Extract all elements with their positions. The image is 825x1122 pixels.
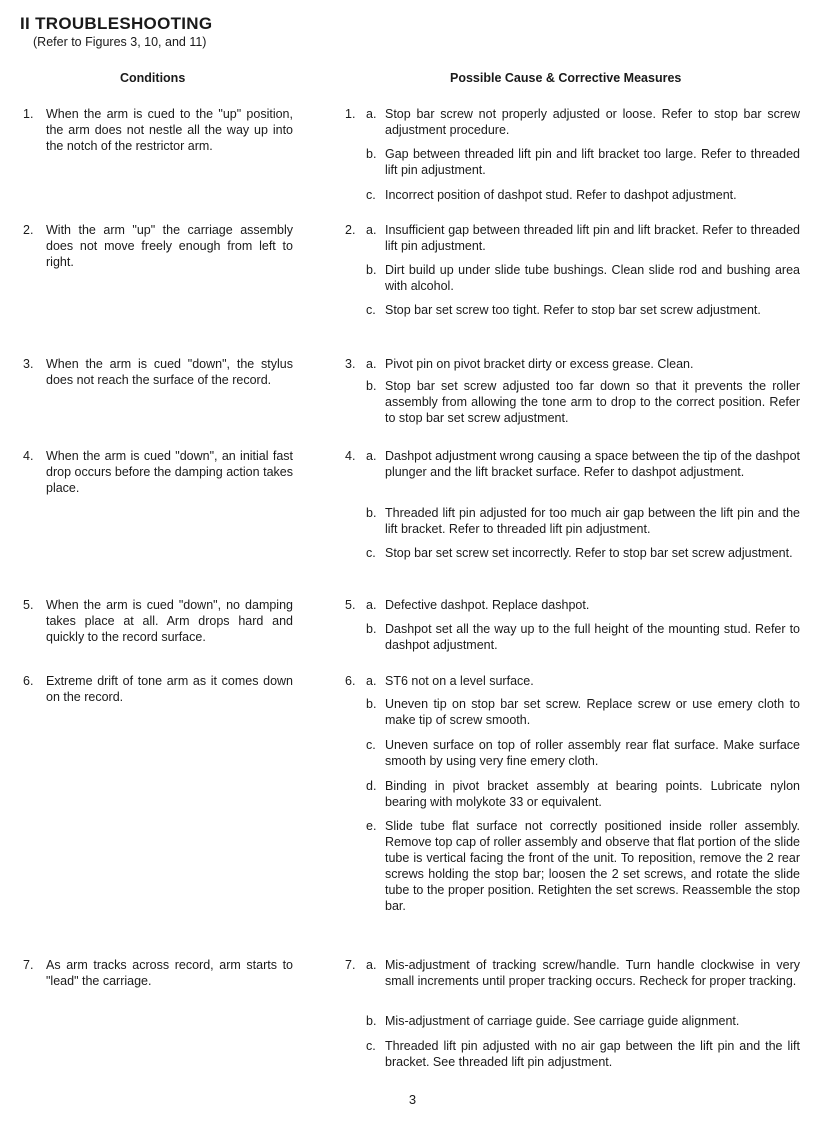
- cause-text: Threaded lift pin adjusted for too much air gap between the lift pin and the lift bracket. Refer to threaded lift pin adjustment.: [385, 506, 800, 536]
- condition-number: 7.: [23, 958, 34, 972]
- cause-letter: a.: [366, 598, 377, 612]
- cause-letter: a.: [366, 107, 377, 121]
- cause-item: [345, 187, 800, 203]
- cause-group-number: 2.: [345, 223, 356, 237]
- cause-text: Mis-adjustment of tracking screw/handle. Turn handle clockwise in very small increments until proper tracking occurs. Recheck for proper tracking.: [385, 958, 800, 988]
- cause-text: Uneven surface on top of roller assembly rear flat surface. Make surface smooth by using very fine emery cloth.: [385, 738, 800, 768]
- cause-letter: b.: [366, 379, 377, 393]
- cause-text: Dashpot adjustment wrong causing a space between the tip of the dashpot plunger and the lift bracket surface. Refer to dashpot adjustment.: [385, 449, 800, 479]
- conditions-heading: Conditions: [120, 71, 186, 85]
- condition-text: Extreme drift of tone arm as it comes down on the record.: [46, 674, 293, 704]
- cause-item: [345, 356, 800, 372]
- cause-letter: c.: [366, 188, 376, 202]
- cause-item: [345, 106, 800, 138]
- cause-item: [345, 737, 800, 769]
- cause-letter: d.: [366, 779, 377, 793]
- cause-group-number: 5.: [345, 598, 356, 612]
- cause-item: [345, 673, 800, 689]
- cause-group-number: 7.: [345, 958, 356, 972]
- cause-letter: b.: [366, 697, 377, 711]
- cause-text: Stop bar set screw too tight. Refer to stop bar set screw adjustment.: [385, 303, 761, 317]
- cause-letter: c.: [366, 1039, 376, 1053]
- figure-reference: (Refer to Figures 3, 10, and 11): [33, 35, 207, 49]
- condition-text: When the arm is cued "down", no damping takes place at all. Arm drops hard and quickly to the record surface.: [46, 598, 293, 644]
- cause-item: [345, 505, 800, 537]
- cause-text: Dirt build up under slide tube bushings. Clean slide rod and bushing area with alcohol.: [385, 263, 800, 293]
- page-number: 3: [408, 1092, 417, 1107]
- cause-letter: c.: [366, 738, 376, 752]
- section-title: II TROUBLESHOOTING: [20, 14, 213, 33]
- condition-text: As arm tracks across record, arm starts to "lead" the carriage.: [46, 958, 293, 988]
- cause-group-number: 6.: [345, 674, 356, 688]
- causes-heading: Possible Cause & Corrective Measures: [450, 71, 682, 85]
- cause-item: [345, 302, 800, 318]
- cause-item: [345, 1038, 800, 1070]
- condition-text: When the arm is cued to the "up" position, the arm does not nestle all the way up into the notch of the restrictor arm.: [46, 107, 293, 153]
- cause-letter: a.: [366, 357, 377, 371]
- cause-letter: c.: [366, 546, 376, 560]
- cause-item: [345, 1013, 800, 1029]
- condition-number: 6.: [23, 674, 34, 688]
- cause-text: Dashpot set all the way up to the full height of the mounting stud. Refer to dashpot adjustment.: [385, 622, 800, 652]
- cause-letter: b.: [366, 506, 377, 520]
- cause-item: [345, 818, 800, 914]
- condition-item: [23, 957, 293, 989]
- condition-item: [23, 106, 293, 154]
- cause-item: [345, 378, 800, 426]
- cause-text: Incorrect position of dashpot stud. Refer to dashpot adjustment.: [385, 188, 737, 202]
- cause-text: Uneven tip on stop bar set screw. Replace screw or use emery cloth to make tip of screw smooth.: [385, 697, 800, 727]
- cause-text: Insufficient gap between threaded lift pin and lift bracket. Refer to threaded lift pin adjustment.: [385, 223, 800, 253]
- cause-letter: a.: [366, 958, 377, 972]
- condition-item: [23, 448, 293, 496]
- cause-item: [345, 222, 800, 254]
- cause-item: [345, 545, 800, 561]
- condition-item: [23, 222, 293, 270]
- condition-item: [23, 597, 293, 645]
- condition-number: 5.: [23, 598, 34, 612]
- cause-group-number: 3.: [345, 357, 356, 371]
- condition-number: 3.: [23, 357, 34, 371]
- cause-text: Binding in pivot bracket assembly at bearing points. Lubricate nylon bearing with molykote 33 or equivalent.: [385, 779, 800, 809]
- condition-text: When the arm is cued "down", an initial fast drop occurs before the damping action takes place.: [46, 449, 293, 495]
- cause-item: [345, 262, 800, 294]
- cause-text: Stop bar set screw set incorrectly. Refer to stop bar set screw adjustment.: [385, 546, 793, 560]
- condition-number: 1.: [23, 107, 34, 121]
- cause-item: [345, 146, 800, 178]
- cause-text: Defective dashpot. Replace dashpot.: [385, 598, 590, 612]
- cause-letter: a.: [366, 449, 377, 463]
- cause-item: [345, 621, 800, 653]
- cause-item: [345, 597, 800, 613]
- cause-letter: b.: [366, 622, 377, 636]
- cause-letter: a.: [366, 223, 377, 237]
- cause-text: Gap between threaded lift pin and lift bracket too large. Refer to threaded lift pin adjustment.: [385, 147, 800, 177]
- cause-letter: e.: [366, 819, 377, 833]
- cause-text: Stop bar set screw adjusted too far down so that it prevents the roller assembly from allowing the tone arm to drop to the correct position. Refer to stop bar set screw adjustment.: [385, 379, 800, 425]
- condition-text: When the arm is cued "down", the stylus does not reach the surface of the record.: [46, 357, 293, 387]
- condition-item: [23, 673, 293, 705]
- cause-letter: c.: [366, 303, 376, 317]
- cause-letter: b.: [366, 147, 377, 161]
- condition-number: 2.: [23, 223, 34, 237]
- cause-text: Threaded lift pin adjusted with no air gap between the lift pin and the lift bracket. See threaded lift pin adjustment.: [385, 1039, 800, 1069]
- cause-text: ST6 not on a level surface.: [385, 674, 534, 688]
- cause-group-number: 4.: [345, 449, 356, 463]
- cause-item: [345, 957, 800, 989]
- cause-text: Stop bar screw not properly adjusted or loose. Refer to stop bar screw adjustment procedure.: [385, 107, 800, 137]
- cause-item: [345, 778, 800, 810]
- cause-letter: b.: [366, 263, 377, 277]
- cause-item: [345, 696, 800, 728]
- cause-text: Slide tube flat surface not correctly positioned inside roller assembly. Remove top cap of roller assembly and observe that flat portion of the slide tube is vertical facing the front of the unit. To reposition, remove the 2 rear screws holding the stop bar; loosen the 2 set screws, and rotate the slide tube to the proper position. Retighten the set screws. Reassemble the stop bar.: [385, 819, 800, 913]
- cause-text: Mis-adjustment of carriage guide. See carriage guide alignment.: [385, 1014, 740, 1028]
- condition-number: 4.: [23, 449, 34, 463]
- cause-item: [345, 448, 800, 480]
- condition-item: [23, 356, 293, 388]
- cause-letter: a.: [366, 674, 377, 688]
- condition-text: With the arm "up" the carriage assembly does not move freely enough from left to right.: [46, 223, 293, 269]
- cause-text: Pivot pin on pivot bracket dirty or excess grease. Clean.: [385, 357, 694, 371]
- cause-letter: b.: [366, 1014, 377, 1028]
- cause-group-number: 1.: [345, 107, 356, 121]
